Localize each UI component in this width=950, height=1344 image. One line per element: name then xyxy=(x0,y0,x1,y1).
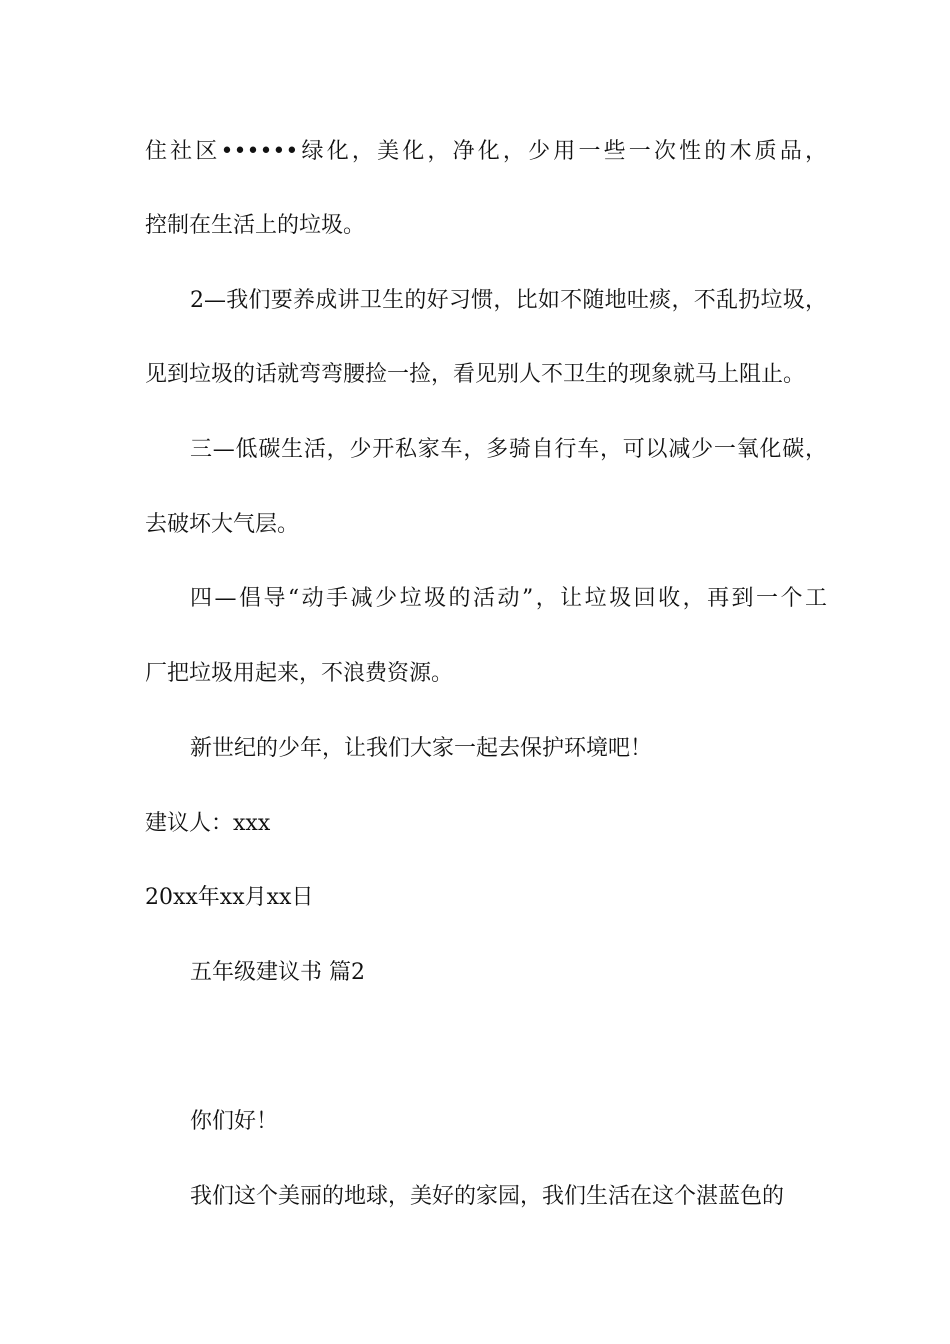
paragraph-line-9: 新世纪的少年，让我们大家一起去保护环境吧！ xyxy=(190,736,653,761)
section-heading: 五年级建议书 篇2 xyxy=(190,960,365,985)
paragraph-line-7: 四—倡导“动手减少垃圾的活动”，让垃圾回收，再到一个工 xyxy=(190,586,827,611)
signature-line: 建议人：xxx xyxy=(145,811,271,836)
paragraph-line-1: 住社区••••••绿化，美化，净化，少用一些一次性的木质品， xyxy=(145,139,827,164)
greeting-line: 你们好！ xyxy=(190,1109,279,1134)
date-line: 20xx年xx月xx日 xyxy=(145,885,314,910)
paragraph-line-5: 三—低碳生活，少开私家车，多骑自行车，可以减少一氧化碳， xyxy=(190,437,827,462)
paragraph-line-8: 厂把垃圾用起来，不浪费资源。 xyxy=(145,661,454,686)
paragraph-line-3: 2—我们要养成讲卫生的好习惯，比如不随地吐痰，不乱扔垃圾， xyxy=(190,288,827,313)
paragraph-line-6: 去破坏大气层。 xyxy=(145,512,300,537)
paragraph-line-4: 见到垃圾的话就弯弯腰捡一捡，看见别人不卫生的现象就马上阻止。 xyxy=(145,362,806,387)
paragraph-line-2: 控制在生活上的垃圾。 xyxy=(145,213,366,238)
paragraph-line-final: 我们这个美丽的地球，美好的家园，我们生活在这个湛蓝色的 xyxy=(190,1184,785,1209)
